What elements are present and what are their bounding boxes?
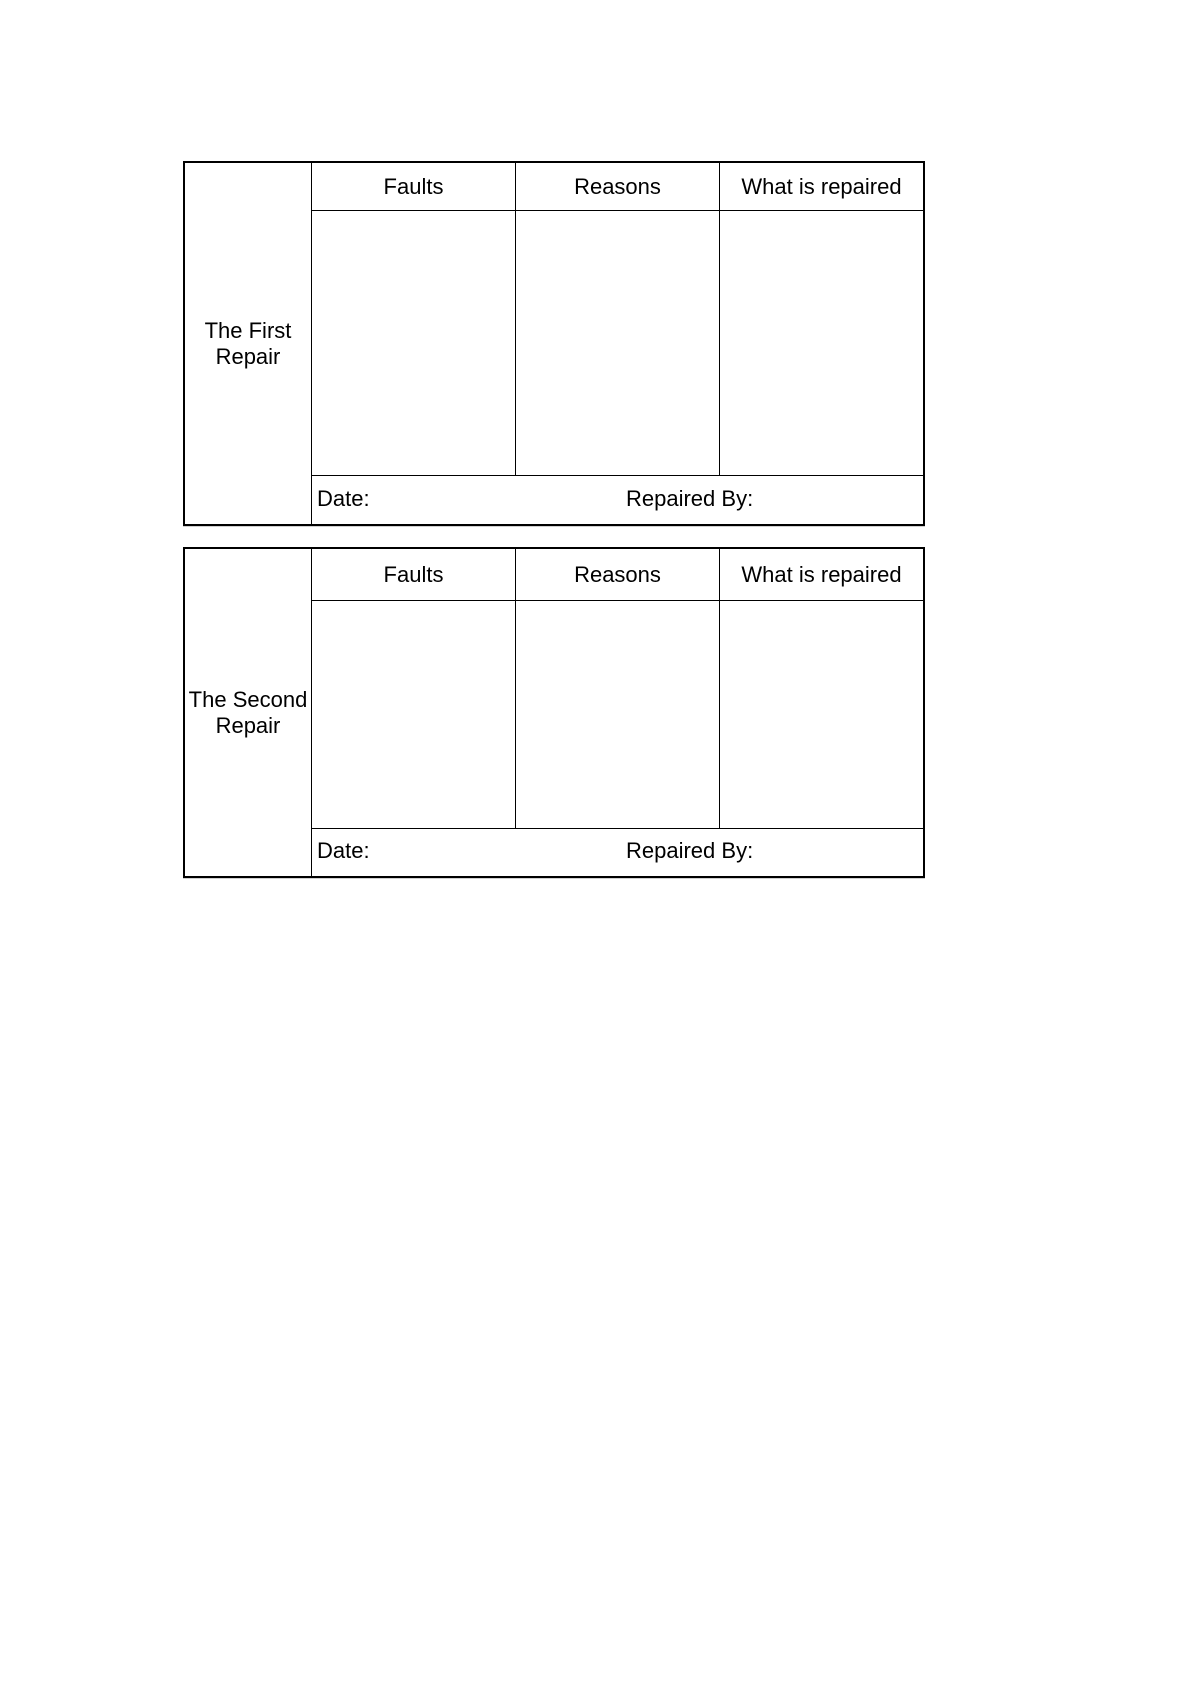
footer-row	[312, 826, 923, 876]
reasons-entry-cell[interactable]	[515, 601, 719, 828]
repaired-by-label: Repaired By:	[626, 838, 754, 863]
what-is-repaired-header: What is repaired	[719, 163, 923, 210]
second-repair-form	[183, 547, 925, 878]
faults-header: Faults	[383, 173, 444, 199]
faults-header: Faults	[383, 561, 444, 587]
faults-entry-cell[interactable]	[312, 211, 515, 475]
repair-title: The Second Repair	[185, 549, 312, 876]
what-is-repaired-entry-cell[interactable]	[719, 601, 923, 828]
header-row	[312, 163, 923, 211]
first-repair-form	[183, 161, 925, 526]
reasons-header: Reasons	[515, 163, 719, 210]
date-label: Date:	[317, 838, 370, 863]
entry-row	[312, 601, 923, 829]
repaired-by-label: Repaired By:	[626, 486, 754, 511]
what-is-repaired-header: What is repaired	[719, 549, 923, 600]
reasons-header: Reasons	[515, 549, 719, 600]
faults-entry-cell[interactable]	[312, 601, 515, 828]
gridline-tick	[183, 526, 925, 527]
header-row	[312, 549, 923, 601]
entry-row	[312, 211, 923, 476]
repair-title: The First Repair	[185, 163, 312, 524]
date-label: Date:	[317, 486, 370, 511]
what-is-repaired-entry-cell[interactable]	[719, 211, 923, 475]
footer-row	[312, 474, 923, 524]
reasons-entry-cell[interactable]	[515, 211, 719, 475]
gridline-tick	[183, 878, 925, 879]
